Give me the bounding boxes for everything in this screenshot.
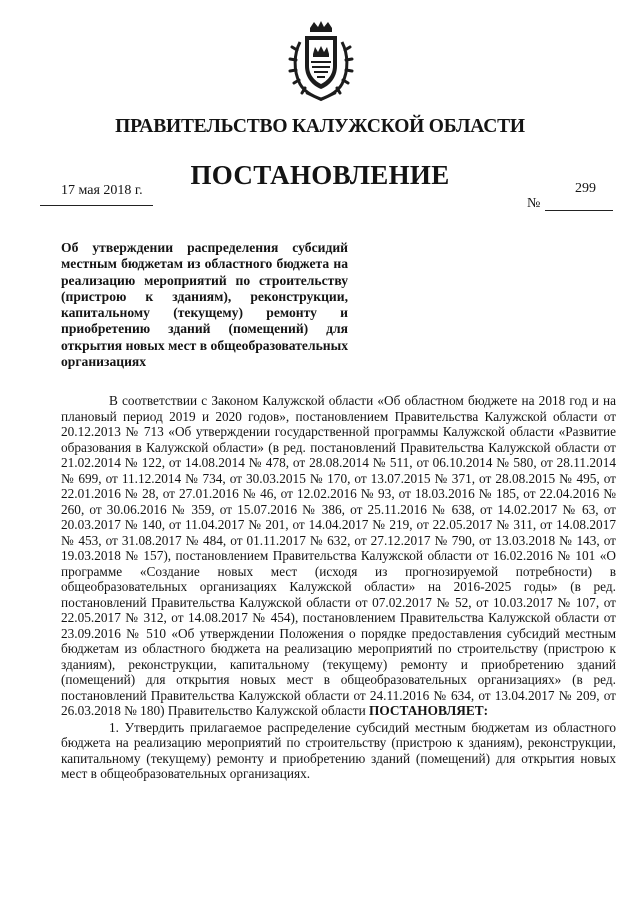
- document-type: ПОСТАНОВЛЕНИЕ: [190, 160, 450, 190]
- item-1-paragraph: 1. Утвердить прилагаемое распределение субсидий местным бюджетам из областного бюджета на реализацию мероприятий по строительству (пристрою к зданиям), реконструкции, капитальному (текущему) ремонту и приобретению зданий (помещений) для открытия новых мест в общеобразовательных организациях.: [61, 719, 616, 781]
- document-body: [61, 393, 616, 782]
- government-title: ПРАВИТЕЛЬСТВО КАЛУЖСКОЙ ОБЛАСТИ: [115, 116, 525, 137]
- document-date: 17 мая 2018 г.: [61, 183, 143, 198]
- decree-word: ПОСТАНОВЛЯЕТ:: [369, 703, 489, 718]
- document-subject: Об утверждении распределения субсидий местным бюджетам из областного бюджета на реализацию мероприятий по строительству (пристрою к зданиям), реконструкции, капитальному (текущему) ремонту и приобретению зданий (помещений) для открытия новых мест в общеобразовательных организациях: [61, 240, 348, 370]
- number-label: №: [527, 196, 541, 211]
- preamble-paragraph: [61, 393, 616, 719]
- document-number: 299: [575, 181, 596, 196]
- preamble-text: В соответствии с Законом Калужской области «Об областном бюджете на 2018 год и на плановый период 2019 и 2020 годов», постановлением Правительства Калужской области от 20.12.2013 № 713 «Об утверждении государственной программы Калужской области «Развитие образования в Калужской области» (в ред. постановлений Правительства Калужской области от 21.02.2014 № 122, от 14.08.2014 № 478, от 28.08.2014 № 511, от 06.10.2014 № 580, от 28.11.2014 № 699, от 11.12.2014 № 734, от 30.03.2015 № 170, от 13.07.2015 № 371, от 28.08.2015 № 495, от 22.01.2016 № 28, от 27.01.2016 № 46, от 12.02.2016 № 93, от 18.03.2016 № 185, от 22.04.2016 № 260, от 30.06.2016 № 359, от 15.07.2016 № 386, от 25.11.2016 № 638, от 14.02.2017 № 63, от 20.03.2017 № 140, от 11.04.2017 № 201, от 14.04.2017 № 219, от 22.05.2017 № 311, от 14.08.2017 № 453, от 31.08.2017 № 484, от 01.11.2017 № 632, от 27.12.2017 № 790, от 13.03.2018 № 143, от 19.03.2018 № 157), постановлением Правительства Калужской области от 16.02.2016 № 101 «О программе «Создание новых мест (исходя из прогнозируемой потребности) в общеобразовательных организациях Калужской области» на 2016-2025 годы» (в ред. постановлений Правительства Калужской области от 07.02.2017 № 52, от 10.03.2017 № 107, от 22.05.2017 № 312, от 14.08.2017 № 454), постановлением Правительства Калужской области от 23.09.2016 № 510 «Об утверждении Положения о порядке предоставления субсидий местным бюджетам из областного бюджета на реализацию мероприятий по строительству (пристрою к зданиям), реконструкции, капитальному (текущему) ремонту и приобретению зданий (помещений) для открытия новых мест в общеобразовательных организациях» (в ред. постановлений Правительства Калужской области от 24.11.2016 № 634, от 13.04.2017 № 209, от 26.03.2018 № 180) Правительство Калужской области: [61, 393, 616, 718]
- coat-of-arms-icon: [288, 20, 354, 102]
- number-underline: [545, 210, 613, 211]
- date-underline: [40, 205, 153, 206]
